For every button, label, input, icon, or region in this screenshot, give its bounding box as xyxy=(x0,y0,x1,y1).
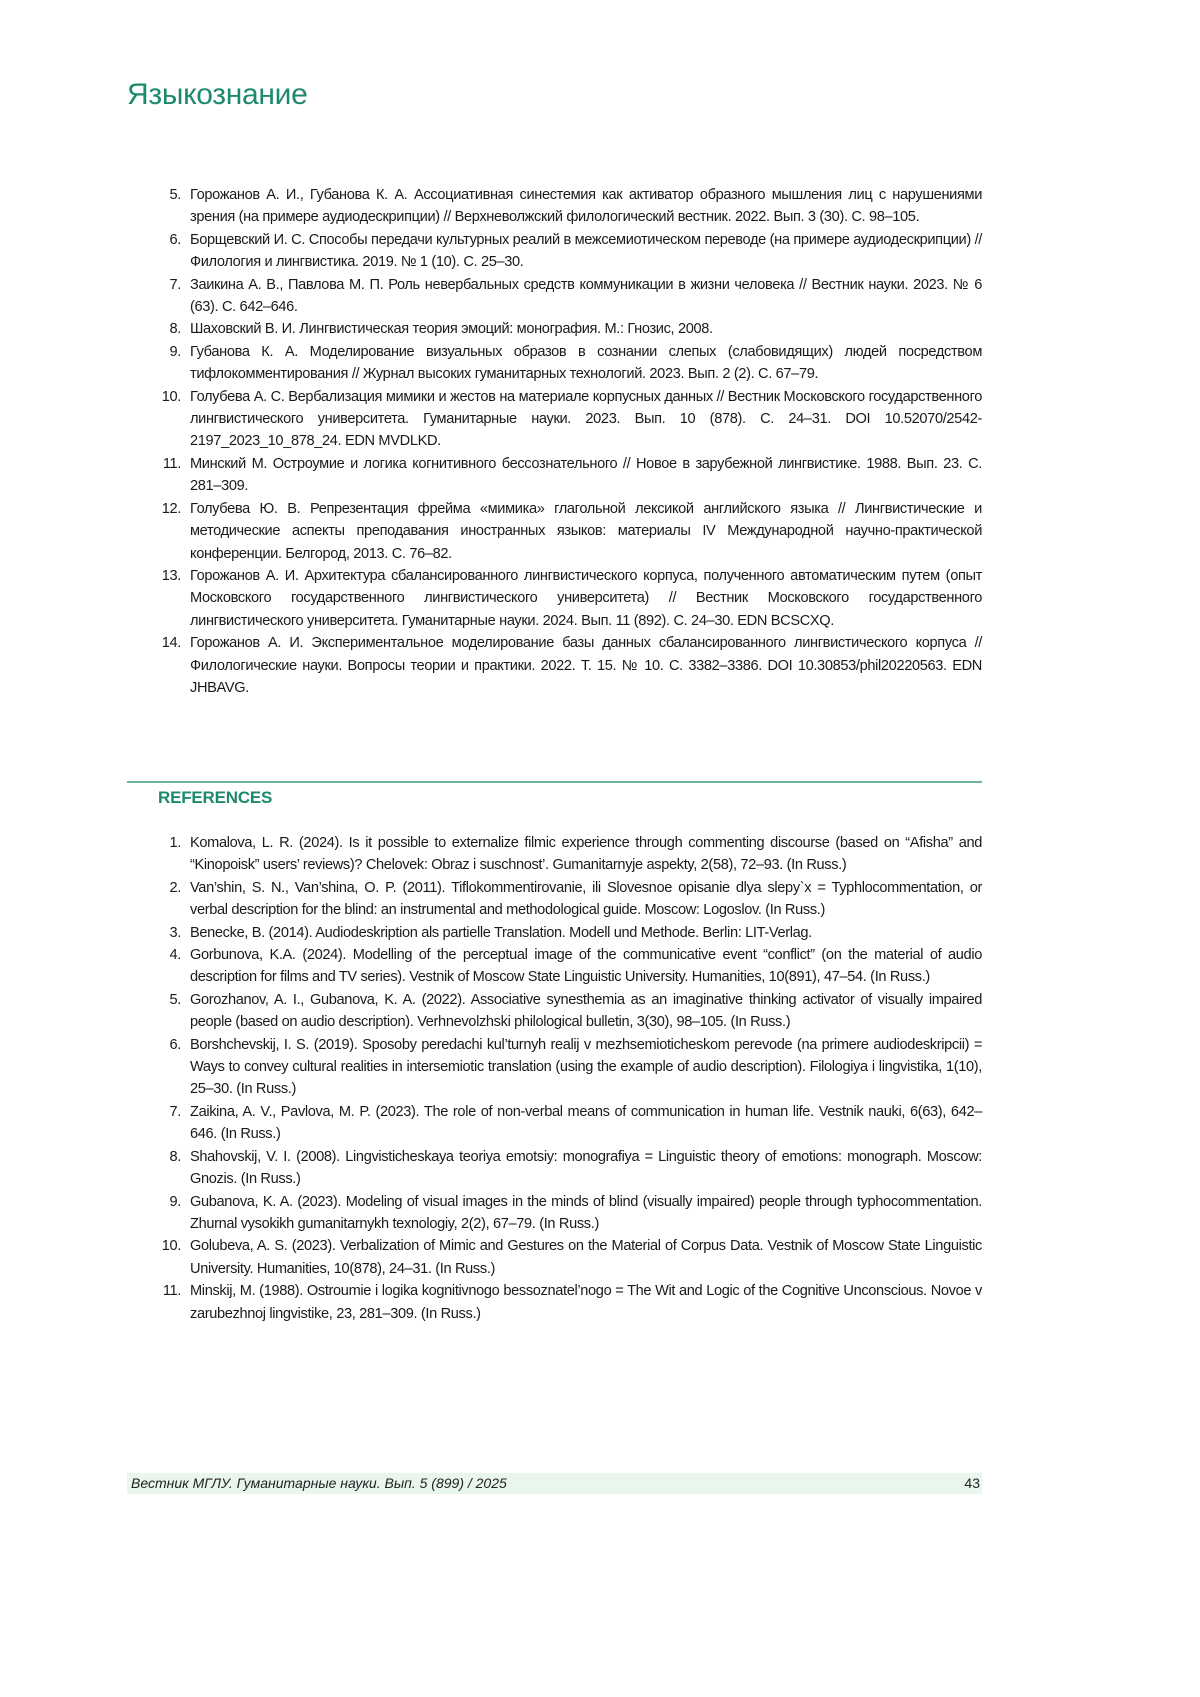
russian-reference-list xyxy=(127,184,982,699)
reference-number: 7. xyxy=(127,1101,181,1123)
reference-text: Gubanova, K. A. (2023). Modeling of visual images in the minds of blind (visually impaired) people through typhocommentation. Zhurnal vysokikh gumanitarnykh texnologiy, 2(2), 67–79. (In Russ.) xyxy=(190,1194,982,1232)
reference-text: Golubeva, A. S. (2023). Verbalization of Mimic and Gestures on the Material of Corpus Data. Vestnik of Moscow State Linguistic University. Humanities, 10(878), 24–31. (In Russ.) xyxy=(190,1238,982,1276)
reference-number: 12. xyxy=(127,498,181,520)
reference-item xyxy=(127,318,982,340)
reference-number: 14. xyxy=(127,632,181,654)
page-number: 43 xyxy=(964,1475,980,1491)
reference-item xyxy=(127,877,982,922)
reference-item xyxy=(127,184,982,229)
reference-text: Голубева А. С. Вербализация мимики и жестов на материале корпусных данных // Вестник Московского государственного лингвистического университета. Гуманитарные науки. 2023. Вып. 10 (878). С. 24–31. DOI 10.52070/2542-2197_2023_10_878_24. EDN MVDLKD. xyxy=(190,389,982,450)
reference-item xyxy=(127,1146,982,1191)
reference-text: Горожанов А. И., Губанова К. А. Ассоциативная синестемия как активатор образного мышления лиц с нарушениями зрения (на примере аудиодескрипции) // Верхневолжский филологический вестник. 2022. Вып. 3 (30). С. 98–105. xyxy=(190,187,982,225)
reference-item xyxy=(127,1280,982,1325)
reference-item xyxy=(127,632,982,699)
reference-item xyxy=(127,565,982,632)
reference-item xyxy=(127,1191,982,1236)
reference-text: Губанова К. А. Моделирование визуальных образов в сознании слепых (слабовидящих) людей посредством тифлокомментирования // Журнал высоких гуманитарных технологий. 2023. Вып. 2 (2). С. 67–79. xyxy=(190,344,982,382)
reference-number: 6. xyxy=(127,229,181,251)
reference-number: 11. xyxy=(127,453,181,475)
reference-item xyxy=(127,1101,982,1146)
reference-text: Minskij, M. (1988). Ostroumie i logika kognitivnogo bessoznatel’nogo = The Wit and Logic of the Cognitive Unconscious. Novoe v zarubezhnoj lingvistike, 23, 281–309. (In Russ.) xyxy=(190,1283,982,1321)
reference-item xyxy=(127,386,982,453)
page-footer xyxy=(127,1473,982,1494)
reference-item xyxy=(127,832,982,877)
reference-number: 8. xyxy=(127,1146,181,1168)
english-reference-list xyxy=(127,832,982,1325)
reference-number: 10. xyxy=(127,1235,181,1257)
reference-number: 1. xyxy=(127,832,181,854)
reference-item xyxy=(127,1034,982,1101)
reference-number: 3. xyxy=(127,922,181,944)
reference-number: 4. xyxy=(127,944,181,966)
reference-text: Борщевский И. С. Способы передачи культурных реалий в межсемиотическом переводе (на примере аудиодескрипции) // Филология и лингвистика. 2019. № 1 (10). С. 25–30. xyxy=(190,232,982,270)
reference-item xyxy=(127,498,982,565)
reference-item xyxy=(127,341,982,386)
reference-text: Шаховский В. И. Лингвистическая теория эмоций: монография. М.: Гнозис, 2008. xyxy=(190,321,713,337)
reference-text: Горожанов А. И. Архитектура сбалансированного лингвистического корпуса, полученного автоматическим путем (опыт Московского государственного лингвистического университета) // Вестник Московского государственного лингвистического университета. Гуманитарные науки. 2024. Вып. 11 (892). С. 24–30. EDN BCSCXQ. xyxy=(190,568,982,629)
reference-item xyxy=(127,229,982,274)
reference-text: Borshchevskij, I. S. (2019). Sposoby peredachi kul’turnyh realij v mezhsemioticheskom perevode (na primere audiodeskripcii) = Ways to convey cultural realities in intersemiotic translation (using the example of audio description). Filologiya i lingvistika, 1(10), 25–30. (In Russ.) xyxy=(190,1037,982,1098)
reference-text: Голубева Ю. В. Репрезентация фрейма «мимика» глагольной лексикой английского языка // Лингвистические и методические аспекты преподавания иностранных языков: материалы IV Международной научно-практической конференции. Белгород, 2013. С. 76–82. xyxy=(190,501,982,562)
reference-text: Gorozhanov, A. I., Gubanova, K. A. (2022). Associative synesthemia as an imaginative thinking activator of visually impaired people (based on audio description). Verhnevolzhski philological bulletin, 3(30), 98–105. (In Russ.) xyxy=(190,992,982,1030)
section-title: Языкознание xyxy=(127,78,308,112)
reference-number: 13. xyxy=(127,565,181,587)
reference-item xyxy=(127,989,982,1034)
reference-number: 9. xyxy=(127,341,181,363)
reference-number: 11. xyxy=(127,1280,181,1302)
reference-number: 10. xyxy=(127,386,181,408)
reference-text: Van’shin, S. N., Van’shina, O. P. (2011). Tiflokommentirovanie, ili Slovesnoe opisanie dlya slepy`x = Typhlocommentation, or verbal description for the blind: an instrumental and methodological guide. Moscow: Logoslov. (In Russ.) xyxy=(190,880,982,918)
references-heading: REFERENCES xyxy=(158,788,272,808)
reference-number: 8. xyxy=(127,318,181,340)
reference-number: 5. xyxy=(127,184,181,206)
reference-number: 2. xyxy=(127,877,181,899)
reference-text: Komalova, L. R. (2024). Is it possible to externalize filmic experience through commenting discourse (based on “Afisha” and “Kinopoisk” users’ reviews)? Chelovek: Obraz i suschnost’. Gumanitarnyje aspekty, 2(58), 72–93. (In Russ.) xyxy=(190,835,982,873)
reference-number: 5. xyxy=(127,989,181,1011)
reference-item xyxy=(127,922,982,944)
section-divider xyxy=(127,781,982,783)
reference-text: Gorbunova, K.A. (2024). Modelling of the perceptual image of the communicative event “conflict” (on the material of audio description for films and TV series). Vestnik of Moscow State Linguistic University. Humanities, 10(891), 47–54. (In Russ.) xyxy=(190,947,982,985)
reference-item xyxy=(127,944,982,989)
reference-text: Shahovskij, V. I. (2008). Lingvisticheskaya teoriya emotsiy: monografiya = Linguistic theory of emotions: monograph. Moscow: Gnozis. (In Russ.) xyxy=(190,1149,982,1187)
reference-number: 6. xyxy=(127,1034,181,1056)
reference-number: 7. xyxy=(127,274,181,296)
reference-number: 9. xyxy=(127,1191,181,1213)
reference-text: Заикина А. В., Павлова М. П. Роль невербальных средств коммуникации в жизни человека // Вестник науки. 2023. № 6 (63). С. 642–646. xyxy=(190,277,982,315)
reference-text: Горожанов А. И. Экспериментальное моделирование базы данных сбалансированного лингвистического корпуса // Филологические науки. Вопросы теории и практики. 2022. Т. 15. № 10. С. 3382–3386. DOI 10.30853/phil20220563. EDN JHBAVG. xyxy=(190,635,982,696)
reference-text: Benecke, B. (2014). Audiodeskription als partielle Translation. Modell und Methode. Berlin: LIT-Verlag. xyxy=(190,925,812,941)
reference-text: Zaikina, A. V., Pavlova, M. P. (2023). The role of non-verbal means of communication in human life. Vestnik nauki, 6(63), 642–646. (In Russ.) xyxy=(190,1104,982,1142)
reference-item xyxy=(127,1235,982,1280)
reference-item xyxy=(127,453,982,498)
footer-journal-title: Вестник МГЛУ. Гуманитарные науки. Вып. 5 (899) / 2025 xyxy=(131,1475,507,1491)
reference-text: Минский М. Остроумие и логика когнитивного бессознательного // Новое в зарубежной лингвистике. 1988. Вып. 23. С. 281–309. xyxy=(190,456,982,494)
reference-item xyxy=(127,274,982,319)
